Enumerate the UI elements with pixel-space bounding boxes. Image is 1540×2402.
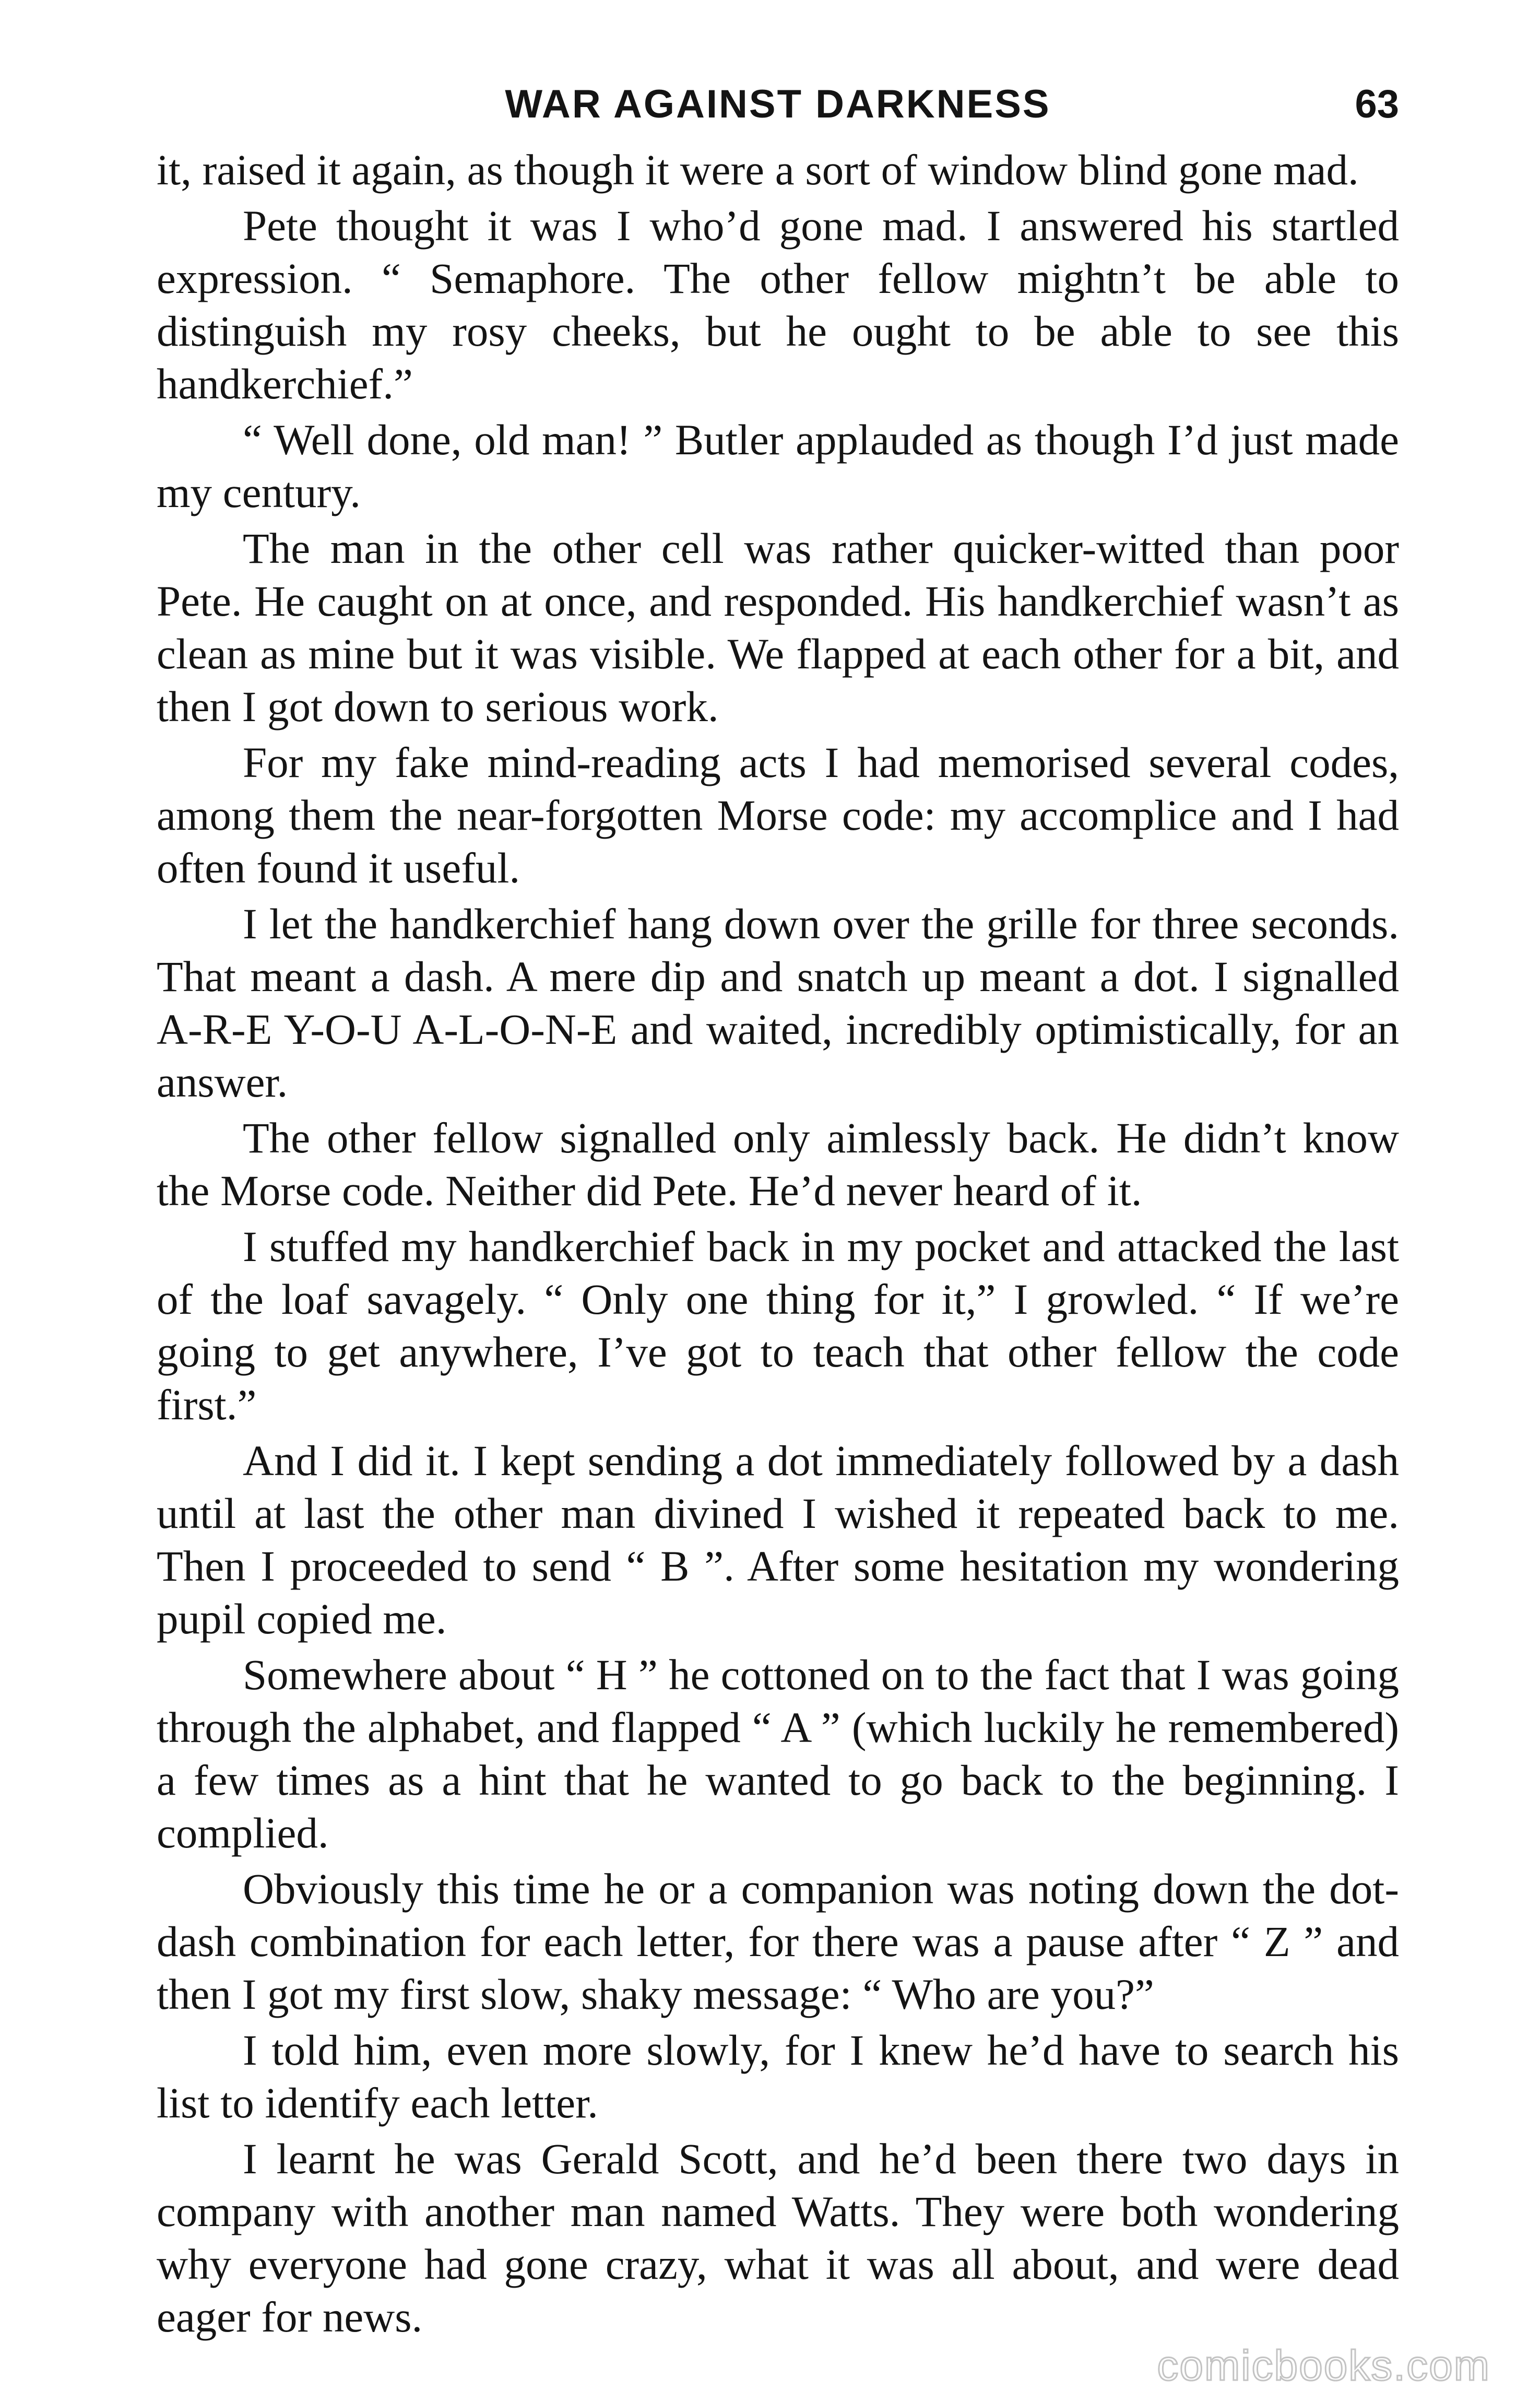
paragraph: I learnt he was Gerald Scott, and he’d been there two days in company with another man named Watts. They were both wondering why everyone had gone crazy, what it was all about, and were dead eager for news. [157, 2135, 1399, 2341]
paragraph: The other fellow signalled only aimlessly back. He didn’t know the Morse code. Neither did Pete. He’d never heard of it. [157, 1114, 1399, 1215]
page-number: 63 [1355, 82, 1399, 126]
paragraph: I told him, even more slowly, for I knew he’d have to search his list to identify each letter. [157, 2026, 1399, 2127]
paragraph: Somewhere about “ H ” he cottoned on to the fact that I was going through the alphabet, and flapped “ A ” (which luckily he remembered) a few times as a hint that he wanted to go back to the beginning. I complied. [157, 1651, 1399, 1857]
watermark: comicbooks.com [1157, 2342, 1490, 2389]
paragraph: “ Well done, old man! ” Butler applauded as though I’d just made my century. [157, 416, 1399, 516]
book-page [157, 81, 1399, 2342]
paragraph: Obviously this time he or a companion was noting down the dot-dash combination for each letter, for there was a pause after “ Z ” and then I got my first slow, shaky message: “ Who are you?” [157, 1865, 1399, 2018]
paragraph: The man in the other cell was rather quicker-witted than poor Pete. He caught on at once, and responded. His handkerchief wasn’t as clean as mine but it was visible. We flapped at each other for a bit, and then I got down to serious work. [157, 524, 1399, 731]
paragraph: Pete thought it was I who’d gone mad. I answered his startled expression. “ Semaphore. The other fellow mightn’t be able to distinguish my rosy cheeks, but he ought to be able to see this handkerchief.” [157, 202, 1399, 408]
paragraph: I let the handkerchief hang down over the grille for three seconds. That meant a dash. A mere dip and snatch up meant a dot. I signalled A-R-E Y-O-U A-L-O-N-E and waited, incredibly optimistically, for an answer. [157, 900, 1399, 1106]
body-text [157, 144, 1399, 2344]
running-title: WAR AGAINST DARKNESS [505, 82, 1051, 126]
paragraph: And I did it. I kept sending a dot immediately followed by a dash until at last the other man divined I wished it repeated back to me. Then I proceeded to send “ B ”. After some hesitation my wondering pupil copied me. [157, 1437, 1399, 1643]
paragraph: it, raised it again, as though it were a sort of window blind gone mad. [157, 146, 1359, 194]
running-head [157, 81, 1399, 144]
paragraph: For my fake mind-reading acts I had memorised several codes, among them the near-forgotten Morse code: my accomplice and I had often found it useful. [157, 738, 1399, 892]
paragraph: I stuffed my handkerchief back in my pocket and attacked the last of the loaf savagely. “ Only one thing for it,” I growled. “ If we’re going to get anywhere, I’ve got to teach that other fellow the code first.” [157, 1222, 1399, 1429]
